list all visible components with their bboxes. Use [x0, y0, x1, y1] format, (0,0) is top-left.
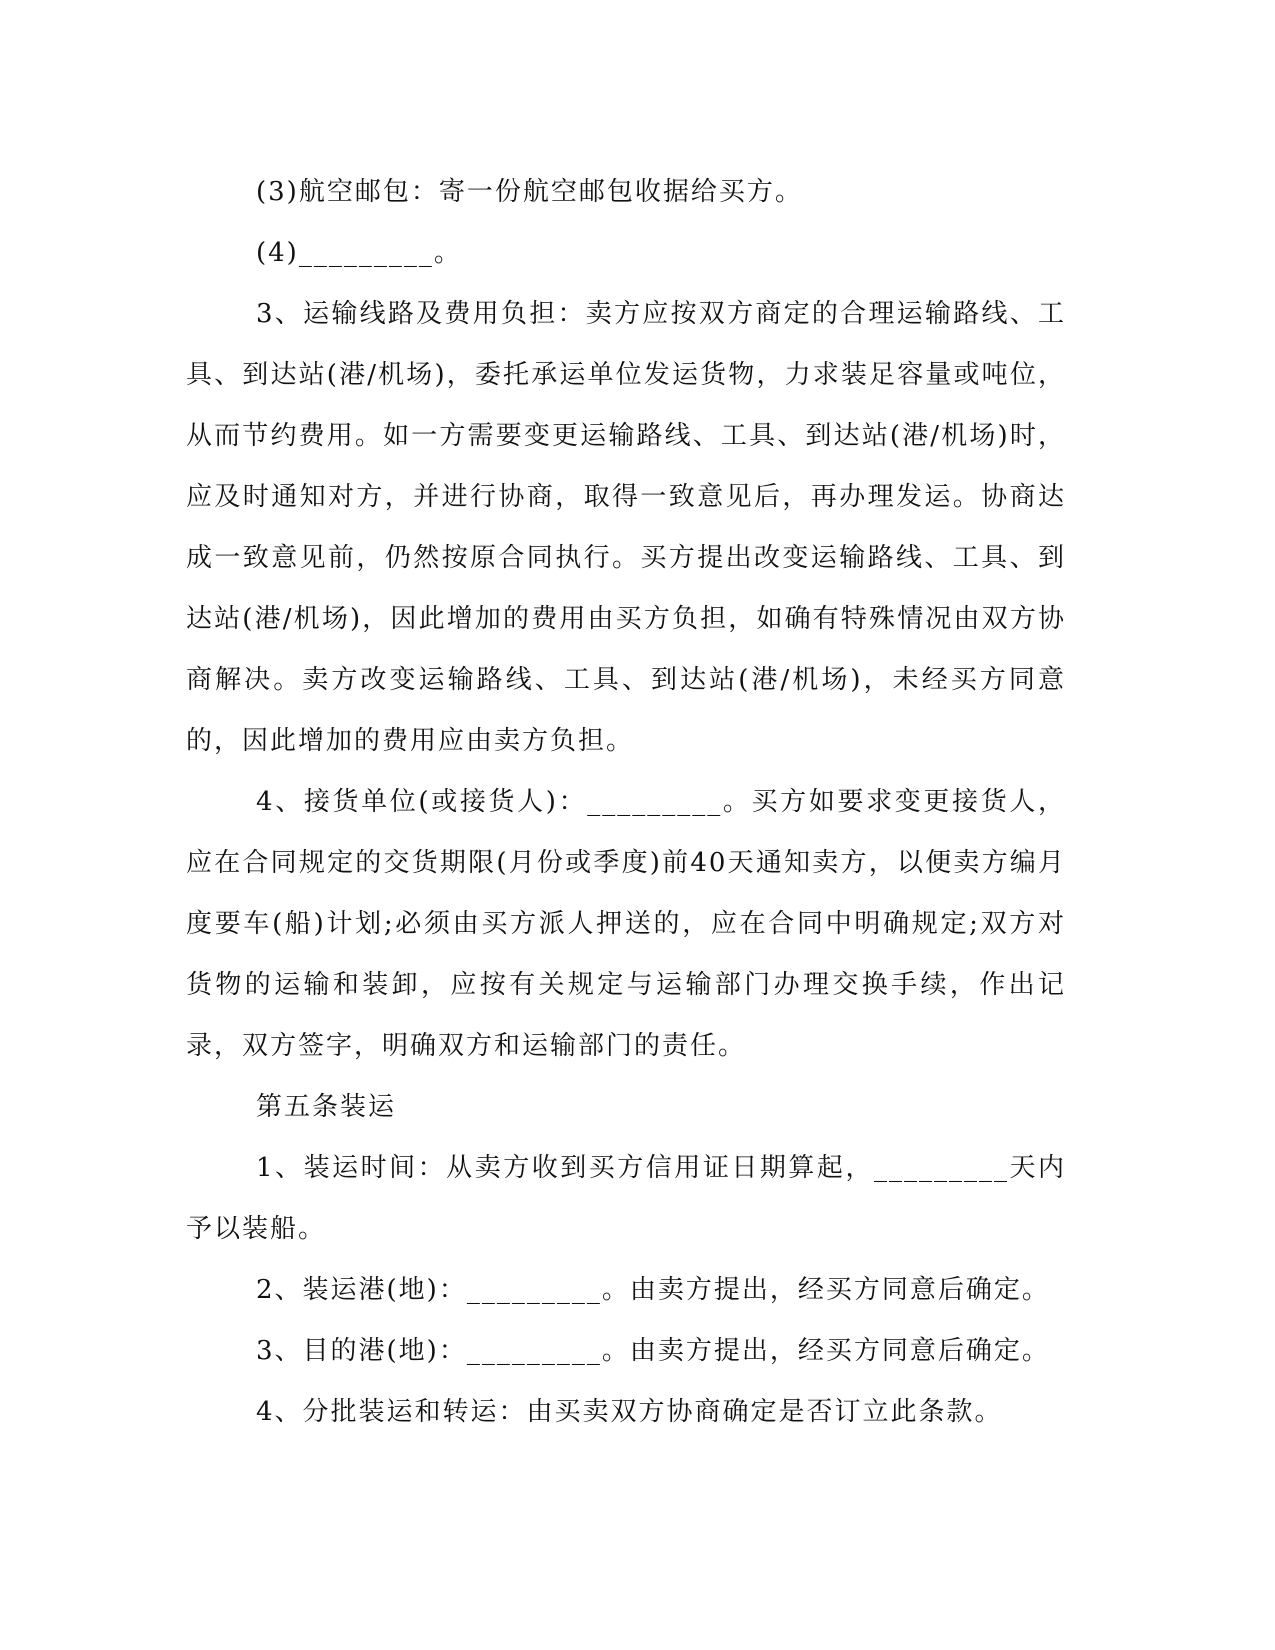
- paragraph-destination-port: 3、目的港(地)：_________。由卖方提出，经买方同意后确定。: [256, 1336, 1050, 1366]
- paragraph-loading-port: 2、装运港(地)：_________。由卖方提出，经买方同意后确定。: [256, 1275, 1050, 1305]
- section-heading-shipment: 第五条装运: [256, 1092, 397, 1122]
- document-body: [186, 162, 1066, 1443]
- paragraph-air-parcel: (3)航空邮包：寄一份航空邮包收据给买方。: [256, 177, 803, 207]
- paragraph-transport-route: 3、运输线路及费用负担：卖方应按双方商定的合理运输路线、工具、到达站(港/机场)，委托承运单位发运货物，力求装足容量或吨位，从而节约费用。如一方需要变更运输路线、工具、到达站(港/机场)时，应及时通知对方，并进行协商，取得一致意见后，再办理发运。协商达成一致意见前，仍然按原合同执行。买方提出改变运输路线、工具、到达站(港/机场)，因此增加的费用由买方负担，如确有特殊情况由双方协商解决。卖方改变运输路线、工具、到达站(港/机场)，未经买方同意的，因此增加的费用应由卖方负担。: [186, 299, 1066, 756]
- paragraph-shipment-time: 1、装运时间：从卖方收到买方信用证日期算起，_________天内予以装船。: [186, 1153, 1066, 1244]
- paragraph-item-4-blank: (4)_________。: [256, 238, 462, 268]
- paragraph-partial-shipment: 4、分批装运和转运：由买卖双方协商确定是否订立此条款。: [256, 1397, 1003, 1427]
- paragraph-consignee: 4、接货单位(或接货人)：_________。买方如要求变更接货人，应在合同规定的交货期限(月份或季度)前40天通知卖方，以便卖方编月度要车(船)计划;必须由买方派人押送的，应在合同中明确规定;双方对货物的运输和装卸，应按有关规定与运输部门办理交换手续，作出记录，双方签字，明确双方和运输部门的责任。: [186, 787, 1066, 1061]
